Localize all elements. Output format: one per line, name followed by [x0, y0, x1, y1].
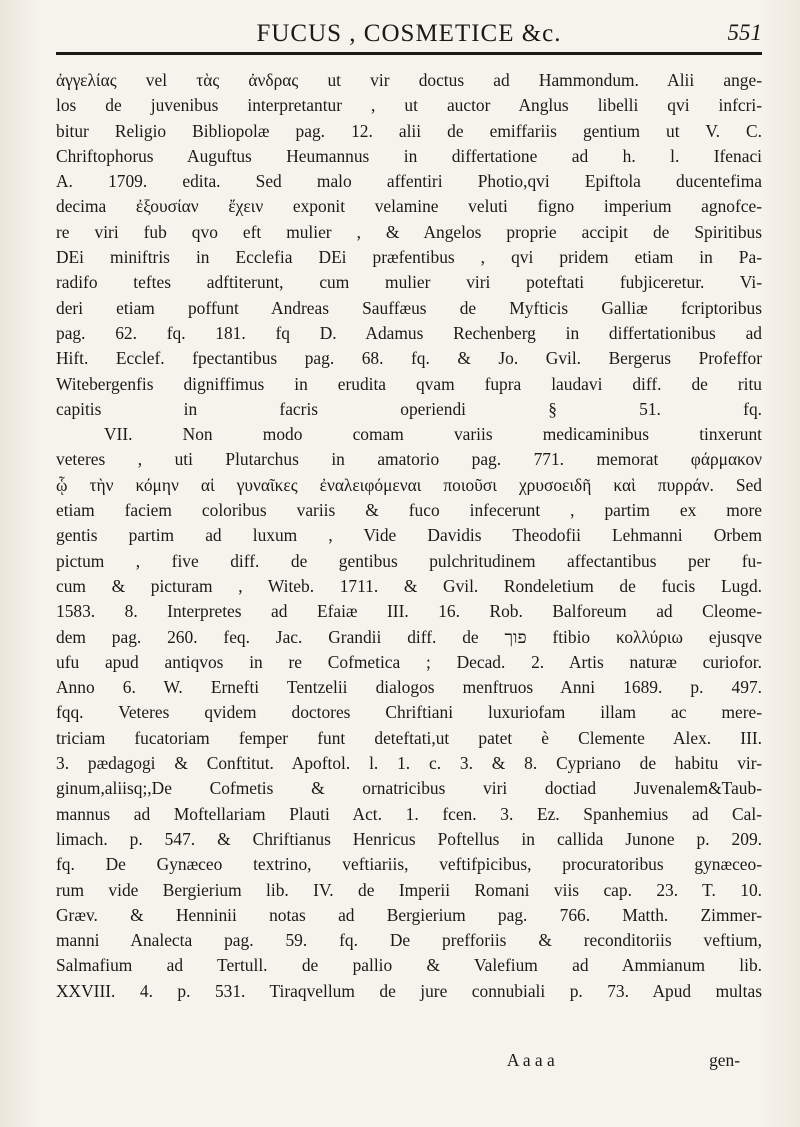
text-line: etiam faciem coloribus variis & fuco infecerunt , partim ex more: [56, 500, 762, 521]
page-number: 551: [727, 20, 762, 45]
text-line: pag. 62. fq. 181. fq D. Adamus Rechenberg in differtationibus ad: [56, 322, 762, 343]
text-line: Anno 6. W. Ernefti Tentzelii dialogos menftruos Anni 1689. p. 497.: [56, 677, 762, 698]
text-line: ginum,aliisq;,De Cofmetis & ornatricibus viri doctiad Juvenalem&Taub-: [56, 778, 762, 799]
text-line: radifo teftes adftiterunt, cum mulier viri poteftati fubjiceretur. Vi-: [56, 272, 762, 293]
text-line: ἀγγελίας vel τὰς ἀνδρας ut vir doctus ad Hammondum. Alii ange-: [56, 70, 762, 90]
text-line: Witebergenfis digniffimus in erudita qvam fupra laudavi diff. de ritu: [56, 373, 762, 394]
text-line: limach. p. 547. & Chriftianus Henricus Poftellus in callida Junone p. 209.: [56, 828, 762, 849]
text-line: bitur Religio Bibliopolæ pag. 12. alii de emiffariis gentium ut V. C.: [56, 120, 762, 141]
text-line: 3. pædagogi & Conftitut. Apoftol. l. 1. c. 3. & 8. Cypriano de habitu vir-: [56, 753, 762, 774]
text-line: ᾧ τὴν κόμην αἱ γυναῖκες ἐναλειφόμεναι ποιοῦσι χρυσοειδῆ καὶ πυρράν. Sed: [56, 474, 762, 495]
text-line: rum vide Bergierium lib. IV. de Imperii Romani viis cap. 23. T. 10.: [56, 879, 762, 900]
text-line: fq. De Gynæceo textrino, veftiariis, veftifpicibus, procuratoribus gynæceo-: [56, 854, 762, 875]
catchword: gen-: [709, 1050, 740, 1070]
text-line: re viri fub qvo eft mulier , & Angelos proprie accipit de Spiritibus: [56, 221, 762, 242]
text-line: Græv. & Henninii notas ad Bergierium pag. 766. Matth. Zimmer-: [56, 904, 762, 925]
text-line: dem pag. 260. feq. Jac. Grandii diff. de פוך ftibio κολλύριω ejusqve: [56, 626, 762, 647]
text-line: veteres , uti Plutarchus in amatorio pag. 771. memorat φάρμακον: [56, 449, 762, 470]
text-line: los de juvenibus interpretantur , ut auctor Anglus libelli qvi infcri-: [56, 95, 762, 116]
text-line: A. 1709. edita. Sed malo affentiri Photio,qvi Epiftola ducentefima: [56, 171, 762, 192]
signature-mark: A a a a: [506, 1050, 555, 1070]
text-line: 1583. 8. Interpretes ad Efaiæ III. 16. Rob. Balforeum ad Cleome-: [56, 601, 762, 622]
header-rule: [56, 52, 762, 55]
text-line: capitis in facris operiendi § 51. fq.: [56, 398, 762, 419]
text-line: XXVIII. 4. p. 531. Tiraqvellum de jure connubiali p. 73. Apud multas: [56, 980, 762, 1001]
text-line: Salmafium ad Tertull. de pallio & Valefium ad Ammianum lib.: [56, 955, 762, 976]
text-line: Hift. Ecclef. fpectantibus pag. 68. fq. & Jo. Gvil. Bergerus Profeffor: [56, 348, 762, 369]
body-text: [56, 68, 762, 1004]
footer-line: [507, 1050, 740, 1071]
text-line: Chriftophorus Auguftus Heumannus in differtatione ad h. l. Ifenaci: [56, 145, 762, 166]
page-header: [56, 14, 762, 46]
text-line: VII. Non modo comam variis medicaminibus tinxerunt: [104, 424, 762, 445]
text-line: gentis partim ad luxum , Vide Davidis Theodofii Lehmanni Orbem: [56, 525, 762, 546]
text-line: DEi miniftris in Ecclefia DEi præfentibus , qvi pridem etiam in Pa-: [56, 247, 762, 268]
text-line: mannus ad Moftellariam Plauti Act. 1. fcen. 3. Ez. Spanhemius ad Cal-: [56, 803, 762, 824]
text-line: fqq. Veteres qvidem doctores Chriftiani luxuriofam illam ac mere-: [56, 702, 762, 723]
text-line: manni Analecta pag. 59. fq. De prefforiis & reconditoriis veftium,: [56, 930, 762, 951]
running-head: FUCUS , COSMETICE &c.: [256, 20, 562, 47]
text-line: pictum , five diff. de gentibus pulchritudinem affectantibus per fu-: [56, 550, 762, 571]
text-line: ufu apud antiqvos in re Cofmetica ; Decad. 2. Artis naturæ curiofor.: [56, 651, 762, 672]
text-line: deri etiam poffunt Andreas Sauffæus de Myfticis Galliæ fcriptoribus: [56, 297, 762, 318]
text-line: triciam fucatoriam femper funt deteftati,ut patet è Clemente Alex. III.: [56, 727, 762, 748]
text-line: cum & picturam , Witeb. 1711. & Gvil. Rondeletium de fucis Lugd.: [56, 575, 762, 596]
text-line: decima ἐξουσίαν ἔχειν exponit velamine veluti figno imperium agnofce-: [56, 196, 762, 217]
